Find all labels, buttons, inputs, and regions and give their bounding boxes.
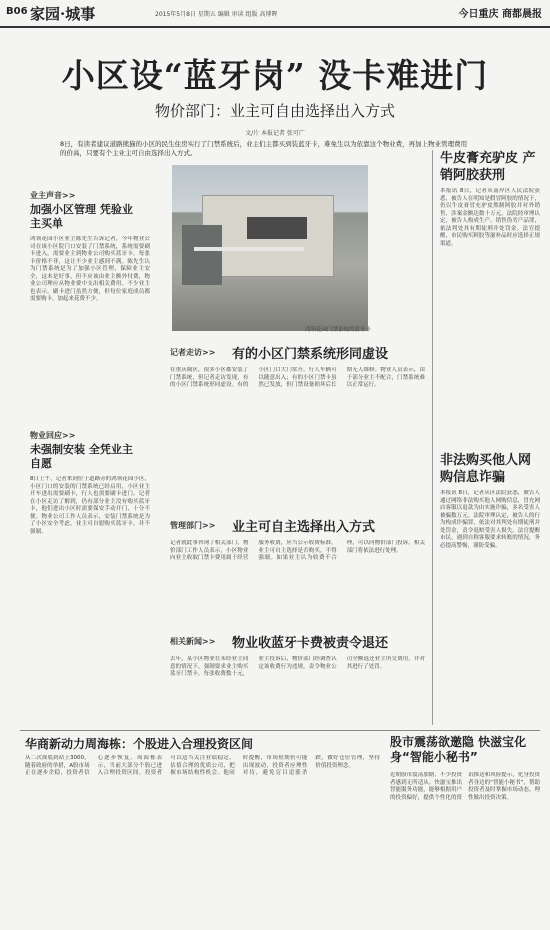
photo-gate [182,225,222,285]
photo-barrier [194,247,304,251]
article-body-colla: 本报讯 8日，记者从南岸区人民法院获悉，被告人在明知是假冒阿胶的情况下，仍以牛皮膏冒充驴皮熬制阿胶并对外销售，涉案金额达数十万元。法院经审理认定，被告人构成生产、销售伪劣产品罪，依法判处其有期徒刑并处罚金。法官提醒，市民购买阿胶等滋补品时应选择正规渠道。 [440,188,540,247]
article-title-colla: 牛皮膏充驴皮 产销阿胶获刑 [440,151,536,183]
photo-sign [247,217,307,239]
article-title-stock: 华商新动力周海栋：个股进入合理投资区间 [25,737,254,751]
article-title-assistant: 股市震荡欲邀隐 快滋宝化身“智能小秘书” [390,735,527,764]
byline: 文/片 本报记者 张可广 [245,130,305,137]
article-title-authority: 业主可自主选择出入方式 [232,520,376,535]
section-label-authority: 管理部门>> [170,521,216,530]
section-label-owner-voice: 业主声音>> [30,191,76,200]
bottom-divider [20,730,540,731]
article-body-authority: 记者就此事咨询了相关部门，物价部门工作人员表示，小区物业向业主收取门禁卡费用属于经营服务收费，应当公示收费标准，业主可自主选择是否购买，不得强制。如果业主认为收费不合理，可以向物价部门投诉，相关部门将依法进行处理。 [170,540,425,561]
page-header [0,0,550,28]
article-title-fraud: 非法购买他人网购信息诈骗 [440,453,532,485]
news-photo-gate [172,165,368,331]
article-title-visit: 有的小区门禁系统形同虚设 [232,347,389,362]
section-label-property: 物业回应>> [30,431,76,440]
photo-caption: 鸿领花园门禁系统的蓝牙卡 [305,327,372,333]
article-title-owner: 加强小区管理 凭验业主买单 [30,203,133,230]
article-body-related: 去年，某小区物业在未经业主同意的情况下，强制要求业主购买蓝牙门禁卡，每张收费数十元，业主投诉后，物价部门经调查认定该收费行为违规，责令物业公司全额退还业主所交费用，并对其进行了处罚。 [170,656,425,677]
section-label-visit: 记者走访>> [170,348,216,357]
article-title-property: 未强制安装 全凭业主自愿 [30,443,133,470]
article-title-related: 物业收蓝牙卡费被责令退还 [232,636,389,651]
article-body-assistant: 近期股市震荡加剧，不少投资者感到无所适从。快滋宝推出智能服务功能，能够根据用户的投资偏好，提供个性化的资讯推送和风险提示，化身投资者身边的“智能小秘书”，帮助投资者及时掌握市场动态，理性做出投资决策。 [390,772,540,801]
main-subheadline: 物价部门：业主可自由选择出入方式 [154,102,395,120]
article-body-fraud: 本报讯 8日，记者从区法院获悉，被告人通过网络非法购买他人网购信息，冒充网店客服以退款为由实施诈骗，多名受害人被骗数万元。法院审理认定，被告人的行为构成诈骗罪，依法对其判处有期徒刑并处罚金，责令退赔受害人损失。法官提醒市民，遇到自称客服要求转账的情况，务必提高警惕，谨防受骗。 [440,490,540,549]
issue-date: 2015年5月8日 星期五 编辑 审读 组版 高博晖 [155,11,278,18]
article-body-property: 8日上午，记者来到位于道路旁的鸿领花园小区，小区门口的安装的门禁系统已经启用，小区业主开车进出需要刷卡，行人也需要刷卡进门。记者在小区走访了解到，仍有部分业主没有购买蓝牙卡，他们进出小区时需要保安手动开门，十分不便。物业公司工作人员表示，安装门禁系统是为了小区安全考虑，业主可自愿购买蓝牙卡，并不强制。 [30,476,150,535]
article-body-owner: 鸿领花园小区业主陈先生告诉记者，今年物业公司在该小区院门口安装了门禁系统，系统需要刷卡进入，需要业主到物业公司购买蓝牙卡，每张卡价格不菲，这让不少业主感到不满。陈先生认为门禁系统是为了加强小区管理，保障业主安全，这本是好事，但不应该由业主额外付费，物业公司理应从物业费中支出相关费用。不少业主也表示，刷卡进门虽然方便，但每位家庭成员都需要购卡，加起来花费不少。 [30,236,150,302]
newspaper-name: 今日重庆 商都晨报 [458,9,542,20]
main-headline: 小区设“蓝牙岗” 没卡难进门 [61,56,489,95]
lead-paragraph: 8日，有读者建议道路熊猫的小区的民生住房实行了门禁系统后，业主们主都买到装蓝牙卡，难免生以为依靠这个物业费，再加上物业管理费用的价高，只要有个主业主可自由选择出入方式。 [60,140,468,157]
section-label-related: 相关新闻>> [170,637,216,646]
page-number: B06 [6,6,28,17]
column-divider [432,150,433,725]
article-body-stock: 从二次探底到站上3000，随着政府的举措，A股市场正在逐步企稳，投资者信心逐步恢复。周海栋表示，当前大部分个股已进入合理投资区间，投资者可以适当关注业绩稳定、估值合理的优质公司，把握市场结构性机会。他同时提醒，市场短期仍可能出现波动，投资者应理性对待，避免盲目追涨杀跌，做好仓位管理，坚持价值投资理念。 [25,755,380,776]
article-body-visit: 在重庆城区，很多小区都安装了门禁系统，但记者走访发现，有的小区门禁系统形同虚设。有的小区门口大门常开，行人车辆可以随意出入；有的小区门禁卡虽然已发放，但门禁设备损坏后长期无人维修。物业人员表示，由于部分业主不配合，门禁系统难以正常运行。 [170,367,425,388]
section-title: 家园·城事 [30,5,96,23]
